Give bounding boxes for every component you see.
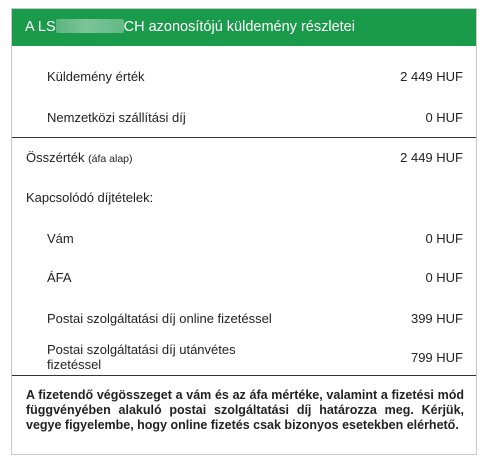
header-title-prefix: A LS	[25, 19, 56, 35]
divider	[12, 375, 476, 376]
footnote: A fizetendő végösszeget a vám és az áfa mértéke, valamint a fizetési mód függvényében alakuló postai szolgáltatási díj határozza meg. Kérjük, vegye figyelembe, hogy online fizetés csak bizonyos esetekben elérhető.	[26, 388, 464, 432]
row-label: Nemzetközi szállítási díj	[47, 110, 186, 125]
shipment-details-panel: A LS CH azonosítójú küldemény részletei Küldemény érték 2 449 HUF Nemzetközi szállítási díj 0 HUF Összérték (áfa alap) 2 449 HUF Kapcsolódó díjtételek: Vám 0 HUF ÁFA 0 HUF Postai szolgáltatási díj online fizetéssel 399 HUF Postai szolgáltatási díj utánvétes fizetéssel 799 HUF A fizetendő végösszeget a vám és az áfa mértéke, valamint a fizetési mód függvényében alakuló postai szolgáltatási díj határozza meg. Kérjük, vegye figyelembe, hogy online fizetés csak bizonyos esetekben elérhető.	[11, 8, 477, 455]
row-label: Küldemény érték	[47, 69, 145, 84]
divider	[12, 137, 476, 138]
row-value: 0 HUF	[425, 110, 463, 125]
header-title-suffix: CH azonosítójú küldemény részletei	[123, 19, 355, 35]
total-sub-label: (áfa alap)	[88, 153, 133, 165]
redacted-id	[56, 19, 124, 33]
row-value: 399 HUF	[410, 311, 463, 326]
panel-header	[12, 9, 476, 46]
row-label: Vám	[47, 231, 74, 246]
row-value: 0 HUF	[425, 231, 463, 246]
row-label: Postai szolgáltatási díj utánvétes fizetéssel	[47, 342, 236, 372]
row-value: 2 449 HUF	[400, 150, 463, 165]
row-label	[26, 150, 133, 165]
row-label: ÁFA	[47, 270, 72, 285]
total-label: Összérték	[26, 150, 85, 165]
row-label: Postai szolgáltatási díj online fizetéssel	[47, 311, 272, 326]
row-value: 799 HUF	[410, 350, 463, 365]
row-value: 0 HUF	[425, 270, 463, 285]
row-value: 2 449 HUF	[400, 69, 463, 84]
